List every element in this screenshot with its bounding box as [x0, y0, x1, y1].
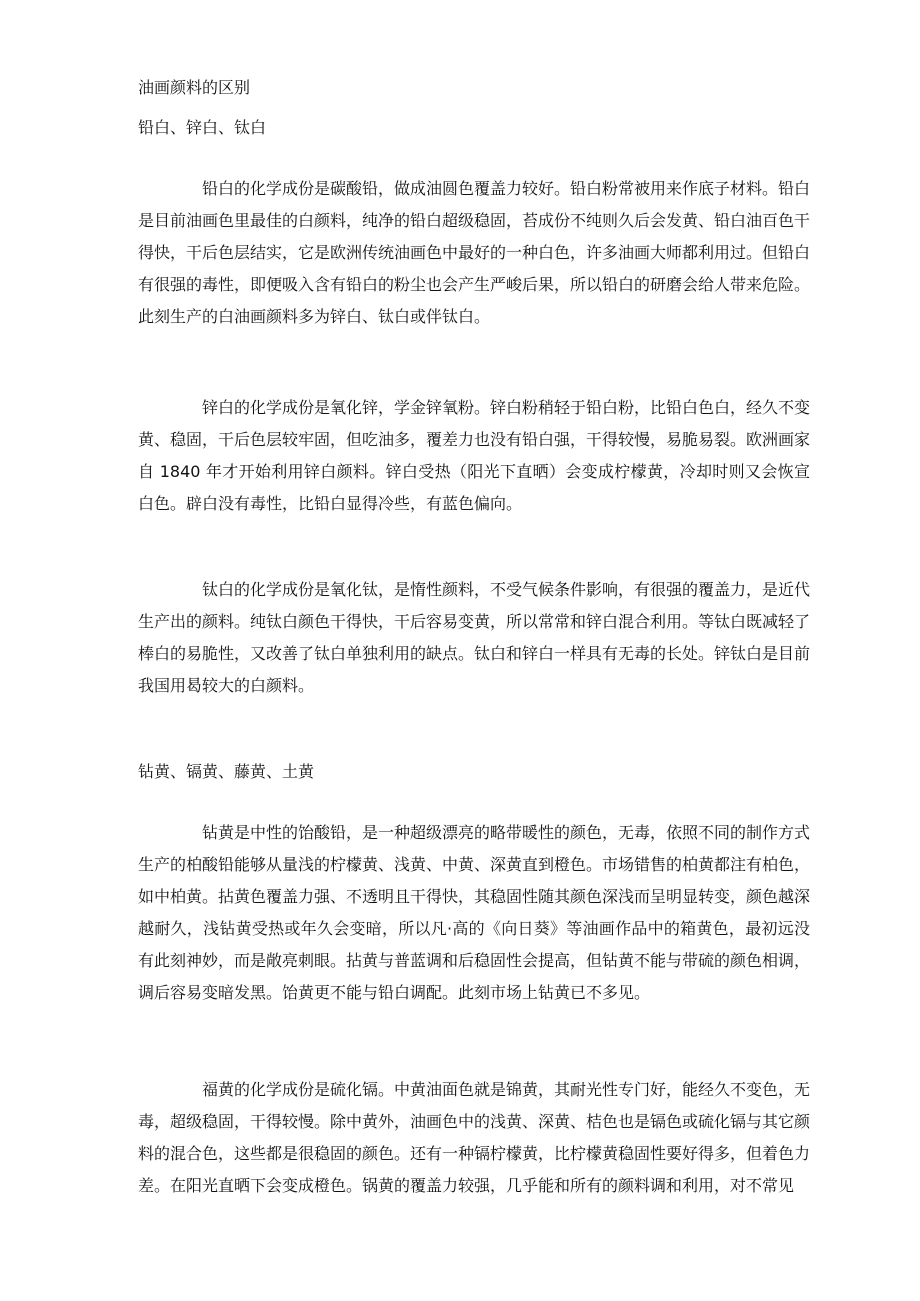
paragraph-chrome-yellow: 钻黄是中性的饴酸铅，是一种超级漂亮的略带暖性的颜色，无毒，依照不同的制作方式生产的柏酸铅能够从量浅的柠檬黄、浅黄、中黄、深黄直到橙色。市场错售的柏黄都注有柏色，如中柏黄。拈黄色覆盖力强、不透明且干得快，其稳固性随其颜色深浅而呈明显转变，颜色越深越耐久，浅钻黄受热或年久会变暗，所以凡·高的《向日葵》等油画作品中的箱黄色，最初远没有此刻神妙，而是敞亮刺眼。拈黄与普蓝调和后稳固性会提高，但钻黄不能与带硫的颜色相调，调后容易变暗发黑。饴黄更不能与铅白调配。此刻市场上钻黄已不多见。: [138, 823, 811, 1002]
paragraph-cadmium-yellow: 福黄的化学成份是硫化镉。中黄油面色就是锦黄，其耐光性专门好，能经久不变色，无毒，超级稳固，干得较慢。除中黄外，油画色中的浅黄、深黄、桔色也是镉色或硫化镉与其它颜料的混合色，这些都是很稳固的颜色。还有一种镉柠檬黄，比柠檬黄稳固性要好得多，但着色力差。在阳光直晒下会变成橙色。锅黄的覆盖力较强，几乎能和所有的颜料调和利用，对不常见: [138, 1080, 811, 1195]
paragraph-titanium-white: 钛白的化学成份是氧化钛，是惰性颜料，不受气候条件影响，有很强的覆盖力，是近代生产出的颜料。纯钛白颜色干得快，干后容易变黄，所以常常和锌白混合利用。等钛白既减轻了棒白的易脆性，又改善了钛白单独利用的缺点。钛白和锌白一样具有无毒的长处。锌钛白是目前我国用曷较大的白颜料。: [138, 580, 811, 695]
section-heading-yellows: 钻黄、镉黄、藤黄、土黄: [138, 762, 315, 781]
paragraph-lead-white: 铅白的化学成份是碳酸铅，做成油圆色覆盖力较好。铅白粉常被用来作底子材料。铅白是目前油画色里最佳的白颜料，纯净的铅白超级稳固，苔成份不纯则久后会发黄、铅白油百色干得快，干后色层结实，它是欧洲传统油画色中最好的一种白色，许多油画大师都利用过。但铅白有很强的毒性，即便吸入含有铅白的粉尘也会产生严峻后果，所以铅白的研磨会给人带来危险。此刻生产的白油画颜料多为锌白、钛白或伴钛白。: [138, 179, 811, 326]
paragraph-zinc-white: 锌白的化学成份是氧化锌，学金锌氧粉。锌白粉稍轻于铅白粉，比铅白色白，经久不变黄、稳固，干后色层较牢固，但吃油多，覆差力也没有铅白强，干得较慢，易脆易裂。欧洲画家自 1840 年才开始利用锌白颜料。锌白受热（阳光下直晒）会变成柠檬黄，冷却时则又会恢宣白色。辟白没有毒性，比铅白显得冷些，有蓝色偏向。: [138, 398, 811, 513]
document-title: 油画颜料的区别: [138, 78, 251, 97]
section-heading-whites: 铅白、锌白、钛白: [138, 118, 267, 137]
